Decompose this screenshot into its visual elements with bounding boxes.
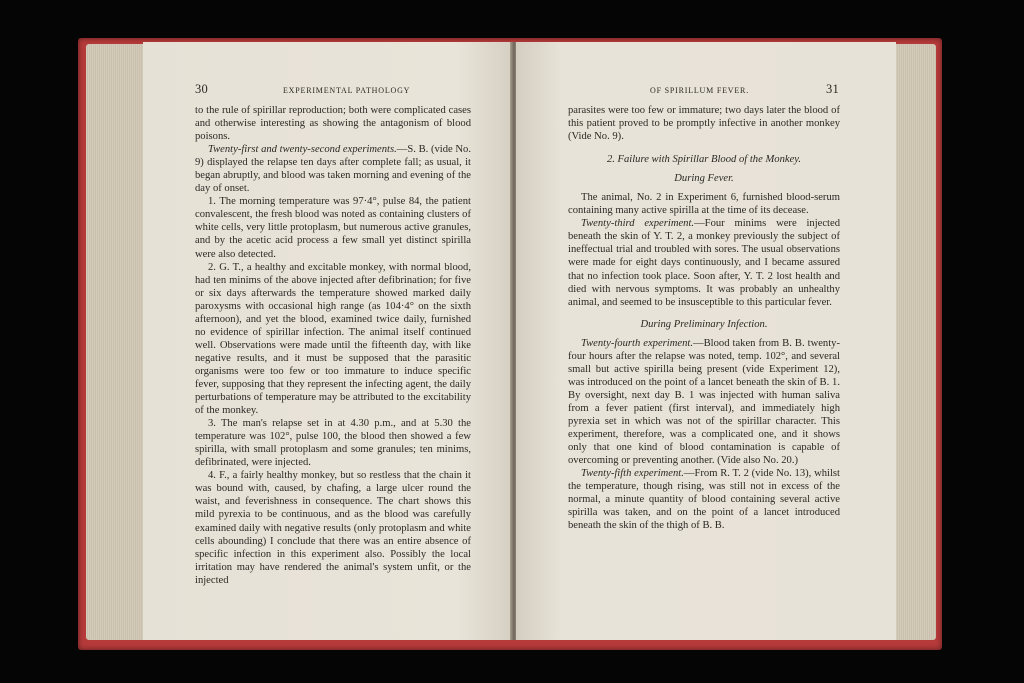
paragraph: Twenty-third experiment.—Four minims were injected beneath the skin of Y. T. 2, a monkey previously the subject of ineffectual trial and troubled with sores. The usual observations were made for eight days continuously, and I became assured that no infection took place. Soon after, Y. T. 2 lost health and died with nervous symptoms. It was probably an unhealthy animal, and seemed to be insusceptible to this particular fever. xyxy=(568,218,840,308)
page-edges-left xyxy=(86,44,146,640)
left-running-head: EXPERIMENTAL PATHOLOGY xyxy=(283,86,411,95)
left-page-text xyxy=(195,104,471,587)
paragraph: The animal, No. 2 in Experiment 6, furnished blood-serum containing many active spirilla at the time of its decease. xyxy=(568,192,840,217)
paragraph: Twenty-first and twenty-second experiments.—S. B. (vide No. 9) displayed the relapse ten days after complete fall; as usual, it began abruptly, and blood was taken morning and evening of the day of onset. xyxy=(195,144,472,195)
paragraph: Twenty-fifth experiment.—From R. T. 2 (vide No. 13), whilst the temperature, though rising, was still not in excess of the normal, a minute quantity of blood containing several active spirilla was taken, and on the point of a lancet introduced beneath the skin of the thigh of B. B. xyxy=(568,468,840,532)
section-heading: 2. Failure with Spirillar Blood of the Monkey. xyxy=(606,154,802,166)
paragraph: to the rule of spirillar reproduction; both were complicated cases and otherwise interesting as showing the antagonism of blood poisons. xyxy=(195,105,471,143)
paragraph: Twenty-fourth experiment.—Blood taken from B. B. twenty-four hours after the relapse was noted, temp. 102°, and several small but active spirilla being present (vide Experiment 12), was introduced on the point of a lancet beneath the skin of B. 1. By oversight, next day B. 1 was injected with human saliva from a fever patient (first interval), and immediately high pyrexia set in which was not of the spirillar character. This experiment, therefore, was a complicated one, and it shows only that one kind of blood contamination is capable of overcoming or preventing another. (Vide also No. 20.) xyxy=(568,337,840,467)
paragraph: parasites were too few or immature; two days later the blood of this patient proved to be promptly infective in another monkey (Vide No. 9). xyxy=(568,105,840,143)
paragraph: 1. The morning temperature was 97·4°, pulse 84, the patient convalescent, the fresh blood was noted as containing clusters of white cells, very little protoplasm, but numerous active granules, and by the acetic acid process a few small yet distinct spirilla were also detected. xyxy=(195,196,471,260)
paragraph: 4. F., a fairly healthy monkey, but so restless that the chain it was bound with, caused, by chafing, a large ulcer round the waist, and feverishness in consequence. The chart shows this mild pyrexia to be continuous, and as the blood was carefully examined daily with negative results (only protoplasm and white cells abounding) I conclude that there was an entire absence of specific infection in this experiment also. Possibly the local irritation may have rendered the animal's system unfit, or the injected xyxy=(195,470,471,586)
right-page-number: 31 xyxy=(826,82,839,96)
paragraph: 2. G. T., a healthy and excitable monkey, with normal blood, had ten minims of the above injected after defibrination; for five or six days afterwards the temperature showed marked daily paroxysms with occasional high range (as 104·4° on the sixth afternoon), and yet the blood, examined twice daily, furnished no evidence of spirillar infection. The animal itself continued well. Observations were made until the fifteenth day, with like negative results, and it must be supposed that the parasitic organisms were too few or too immature to induce specific fever, supposing that they represent the infecting agent, the daily perturbations of temperature may be attributed to the excitability of the monkey. xyxy=(195,261,471,417)
subheading: During Preliminary Infection. xyxy=(640,318,768,330)
left-page xyxy=(143,42,512,640)
right-page-text xyxy=(568,104,840,532)
paragraph: 3. The man's relapse set in at 4.30 p.m., and at 5.30 the temperature was 102°, pulse 100, the blood then showed a few spirilla, with small protoplasm and some granules; ten minims, defibrinated, were injected. xyxy=(195,418,471,469)
right-running-head: OF SPIRILLUM FEVER. xyxy=(650,86,749,95)
right-page xyxy=(516,42,896,640)
page-edges-right xyxy=(892,44,936,640)
subheading: During Fever. xyxy=(674,173,734,185)
left-page-number: 30 xyxy=(195,82,208,96)
